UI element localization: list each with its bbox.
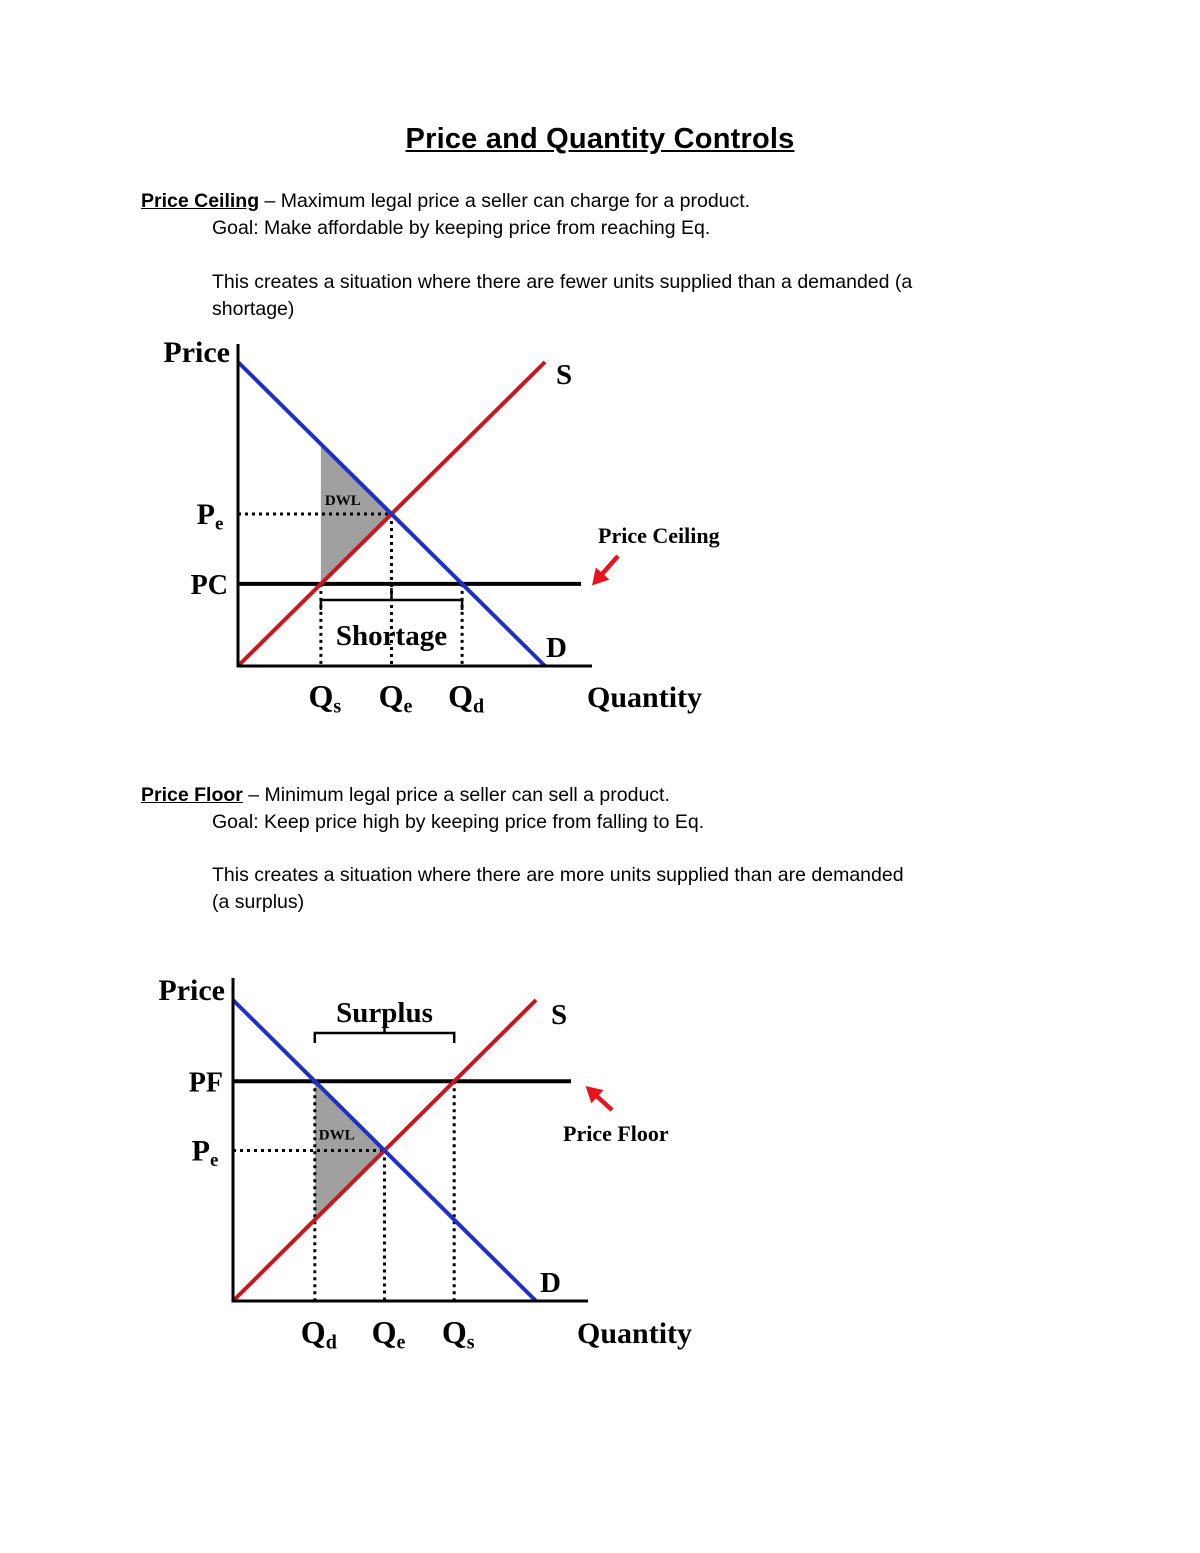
dwl-label: DWL: [318, 1127, 355, 1144]
y-axis-label: Price: [163, 336, 230, 369]
dwl-label: DWL: [324, 493, 361, 509]
control-annotation: Price Ceiling: [598, 523, 720, 548]
control-annotation: Price Floor: [563, 1121, 669, 1146]
demand-label: D: [540, 1267, 561, 1299]
x-axis-label: Quantity: [577, 1317, 693, 1350]
ceiling-effect-line1: This creates a situation where there are fewer units supplied than a demanded (a: [212, 271, 913, 293]
price-ceiling-chart: [0, 320, 800, 730]
quantity-label-2: Qs: [441, 1314, 475, 1354]
supply-label: S: [556, 359, 573, 391]
x-axis-label: Quantity: [587, 681, 703, 714]
y-axis-label: Price: [158, 974, 225, 1007]
equilibrium-price-label: Pe: [191, 1134, 219, 1171]
ceiling-goal: Goal: Make affordable by keeping price from reaching Eq.: [212, 217, 711, 239]
floor-goal: Goal: Keep price high by keeping price from falling to Eq.: [212, 811, 705, 833]
ceiling-definition-text: – Maximum legal price a seller can charge for a product.: [259, 190, 751, 212]
control-price-label: PC: [190, 569, 228, 601]
control-price-label: PF: [188, 1067, 223, 1099]
price-floor-chart: [0, 960, 800, 1380]
page-title: Price and Quantity Controls: [405, 123, 795, 155]
bracket-label: Shortage: [335, 620, 448, 652]
bracket-label: Surplus: [336, 997, 433, 1029]
ceiling-term: Price Ceiling: [141, 190, 260, 212]
quantity-label-1: Qe: [371, 1314, 406, 1354]
quantity-label-2: Qd: [448, 678, 485, 718]
floor-definition: [141, 782, 670, 809]
equilibrium-price-label: Pe: [196, 498, 224, 535]
demand-label: D: [546, 632, 567, 664]
supply-label: S: [551, 999, 568, 1031]
floor-effect-line1: This creates a situation where there are more units supplied than are demanded: [212, 864, 904, 886]
floor-term: Price Floor: [141, 784, 243, 806]
quantity-label-0: Qs: [308, 678, 342, 718]
quantity-label-0: Qd: [300, 1314, 337, 1354]
ceiling-definition: [141, 188, 750, 215]
floor-effect-line2: (a surplus): [212, 891, 305, 913]
floor-definition-text: – Minimum legal price a seller can sell a product.: [242, 784, 670, 806]
quantity-label-1: Qe: [378, 678, 413, 718]
ceiling-effect-line2: shortage): [212, 298, 295, 320]
